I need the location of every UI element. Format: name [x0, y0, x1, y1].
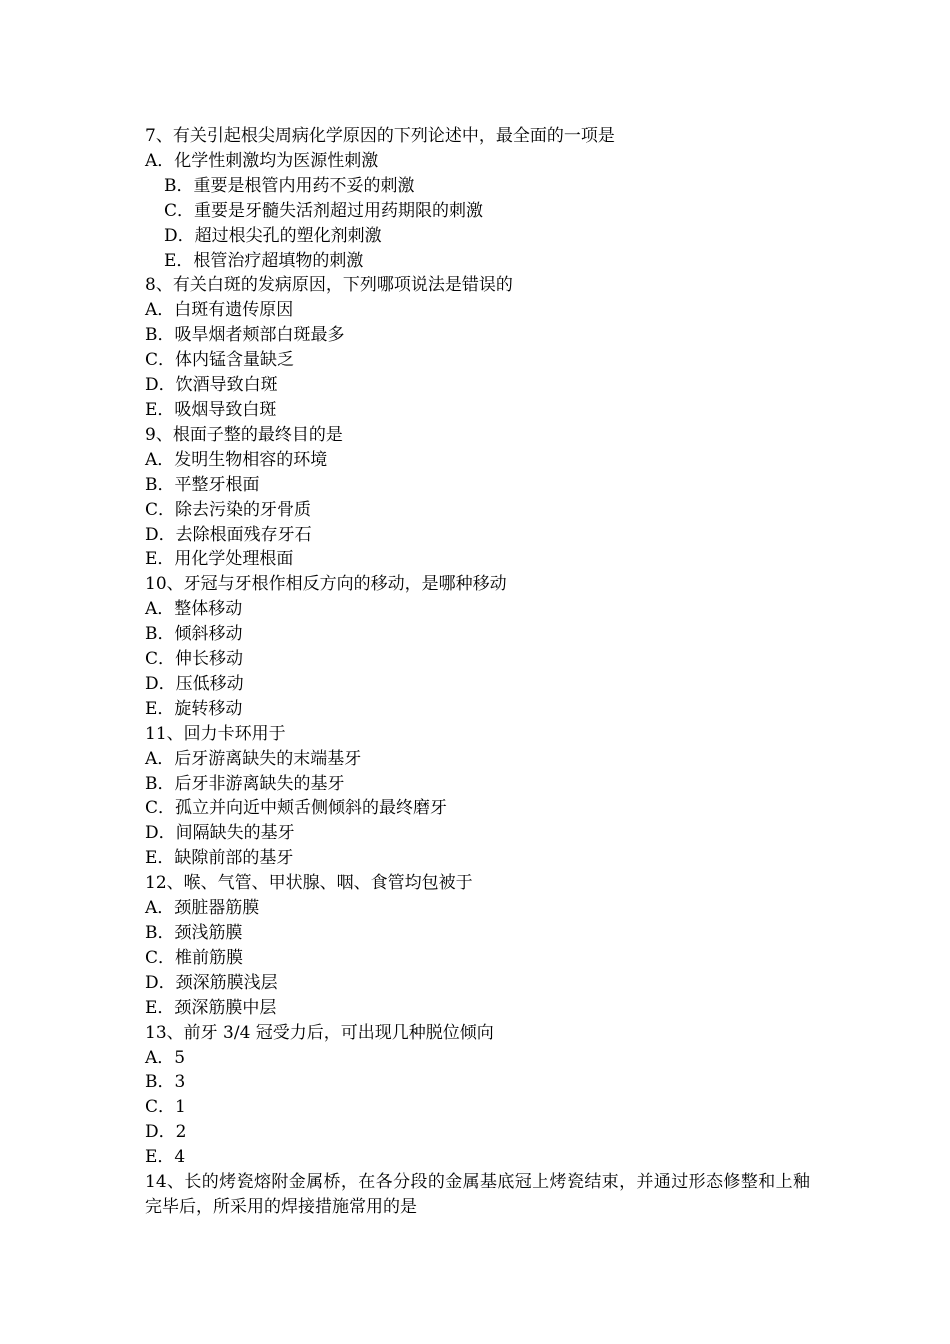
answer-option: E．用化学处理根面	[145, 549, 294, 570]
question-stem: 14、长的烤瓷熔附金属桥，在各分段的金属基底冠上烤瓷结束，并通过形态修整和上釉完毕后，所采用的焊接措施常用的是	[145, 1172, 810, 1217]
answer-option: A．白斑有遗传原因	[145, 300, 294, 321]
answer-option: E．根管治疗超填物的刺激	[164, 250, 364, 271]
question-stem: 7、有关引起根尖周病化学原因的下列论述中，最全面的一项是	[145, 126, 615, 146]
answer-option: D．超过根尖孔的塑化剂刺激	[164, 225, 382, 246]
answer-option: B．平整牙根面	[145, 474, 260, 495]
answer-option: A．颈脏器筋膜	[145, 898, 260, 919]
answer-option: E．缺隙前部的基牙	[145, 848, 294, 869]
answer-option: D．间隔缺失的基牙	[145, 823, 295, 844]
question-stem: 13、前牙 3/4 冠受力后，可出现几种脱位倾向	[145, 1022, 494, 1043]
answer-option: C．1	[145, 1097, 186, 1118]
answer-option: A．后牙游离缺失的末端基牙	[145, 748, 362, 769]
answer-option: C．孤立并向近中颊舌侧倾斜的最终磨牙	[145, 798, 448, 819]
answer-option: A．5	[145, 1047, 186, 1068]
question-stem: 8、有关白斑的发病原因，下列哪项说法是错误的	[145, 275, 513, 296]
answer-option: E．吸烟导致白斑	[145, 399, 277, 420]
question-stem: 9、根面子整的最终目的是	[145, 424, 343, 445]
answer-option: D．压低移动	[145, 673, 244, 694]
answer-option: B．重要是根管内用药不妥的刺激	[164, 175, 415, 196]
answer-option: C．椎前筋膜	[145, 947, 244, 968]
answer-option: E．旋转移动	[145, 698, 243, 719]
answer-option: D．2	[145, 1122, 187, 1143]
answer-option: B．吸旱烟者颊部白斑最多	[145, 325, 345, 346]
answer-option: A．化学性刺激均为医源性刺激	[145, 150, 379, 171]
answer-option: A．整体移动	[145, 599, 243, 620]
answer-option: A．发明生物相容的环境	[145, 449, 328, 470]
answer-option: E．颈深筋膜中层	[145, 997, 277, 1018]
answer-option: B．倾斜移动	[145, 624, 243, 645]
answer-option: C．除去污染的牙骨质	[145, 499, 312, 520]
answer-option: D．去除根面残存牙石	[145, 524, 312, 545]
question-stem: 10、牙冠与牙根作相反方向的移动，是哪种移动	[145, 574, 507, 595]
answer-option: C．重要是牙髓失活剂超过用药期限的刺激	[164, 200, 484, 221]
answer-option: B．后牙非游离缺失的基牙	[145, 773, 345, 794]
question-stem: 12、喉、气管、甲状腺、咽、食管均包被于	[145, 873, 473, 894]
answer-option: E．4	[145, 1147, 186, 1168]
question-stem: 11、回力卡环用于	[145, 723, 286, 744]
answer-option: D．颈深筋膜浅层	[145, 972, 278, 993]
question-list	[145, 124, 810, 1220]
answer-option: D．饮酒导致白斑	[145, 375, 278, 396]
answer-option: B．3	[145, 1072, 186, 1093]
answer-option: C．伸长移动	[145, 649, 244, 670]
answer-option: B．颈浅筋膜	[145, 923, 243, 943]
answer-option: C．体内锰含量缺乏	[145, 350, 295, 371]
